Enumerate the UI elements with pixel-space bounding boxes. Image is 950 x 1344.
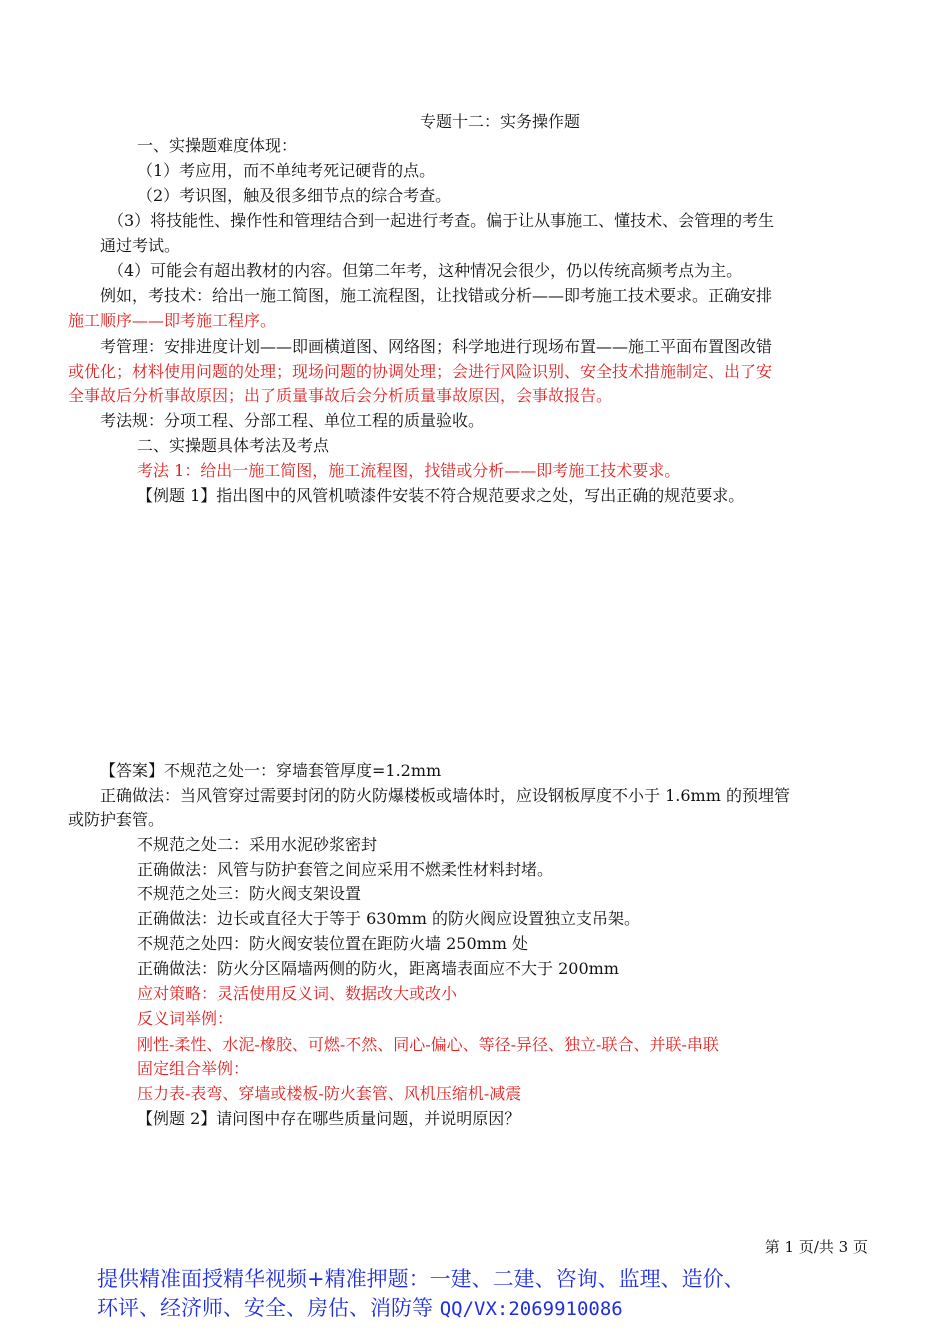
point-3-line-1: （3）将技能性、操作性和管理结合到一起进行考查。偏于让从事施工、懂技术、会管理的考生 <box>108 211 775 230</box>
antonym-list: 刚性-柔性、水泥-橡胶、可燃-不然、同心-偏心、等径-异径、独立-联合、并联-串联 <box>137 1035 719 1054</box>
mgmt-line-1: 考管理：安排进度计划——即画横道图、网络图；科学地进行现场布置——施工平面布置图改错 <box>100 337 773 356</box>
tech-line-1: 例如，考技术：给出一施工简图，施工流程图，让找错或分析——即考施工技术要求。正确安排 <box>100 286 773 305</box>
strategy: 应对策略：灵活使用反义词、数据改大或改小 <box>137 984 458 1003</box>
answer-fix-1-line-1: 正确做法：当风管穿过需要封闭的防火防爆楼板或墙体时，应设钢板厚度不小于 1.6mm 的预埋管 <box>100 786 790 805</box>
ad-contact: QQ/VX:2069910086 <box>439 1298 623 1320</box>
ad-line-2-text: 环评、经济师、安全、房估、消防等 <box>97 1296 440 1320</box>
point-2: （2）考识图，触及很多细节点的综合考查。 <box>137 186 452 205</box>
answer-fix-1-line-2: 或防护套管。 <box>68 810 165 829</box>
law-line: 考法规：分项工程、分部工程、单位工程的质量验收。 <box>100 411 485 430</box>
fix-4: 正确做法：防火分区隔墙两侧的防火，距离墙表面应不大于 200mm <box>137 959 619 978</box>
point-1: （1）考应用，而不单纯考死记硬背的点。 <box>137 161 436 180</box>
section1-heading: 一、实操题难度体现： <box>137 136 298 155</box>
method-1: 考法 1：给出一施工简图，施工流程图，找错或分析——即考施工技术要求。 <box>137 461 681 480</box>
mgmt-line-3: 全事故后分析事故原因；出了质量事故后会分析质量事故原因，会事故报告。 <box>68 386 613 405</box>
combo-heading: 固定组合举例： <box>137 1059 250 1078</box>
issue-2: 不规范之处二：采用水泥砂浆密封 <box>137 835 378 854</box>
issue-3: 不规范之处三：防火阀支架设置 <box>137 884 362 903</box>
ad-line-1: 提供精准面授精华视频+精准押题：一建、二建、咨询、监理、造价、 <box>97 1267 745 1291</box>
ad-line-2 <box>97 1294 623 1323</box>
combo-list: 压力表-表弯、穿墙或楼板-防火套管、风机压缩机-减震 <box>137 1084 522 1103</box>
fix-2: 正确做法：风管与防护套管之间应采用不燃柔性材料封堵。 <box>137 860 554 879</box>
answer-head: 【答案】不规范之处一：穿墙套管厚度=1.2mm <box>100 761 442 780</box>
document-title: 专题十二：实务操作题 <box>419 112 580 131</box>
page-number: 第 1 页/共 3 页 <box>764 1238 868 1256</box>
fix-3: 正确做法：边长或直径大于等于 630mm 的防火阀应设置独立支吊架。 <box>137 909 641 928</box>
example-1: 【例题 1】指出图中的风管机喷漆件安装不符合规范要求之处，写出正确的规范要求。 <box>137 486 745 505</box>
example-2: 【例题 2】请问图中存在哪些质量问题，并说明原因？ <box>137 1109 521 1128</box>
tech-line-2: 施工顺序——即考施工程序。 <box>68 311 277 330</box>
issue-4: 不规范之处四：防火阀安装位置在距防火墙 250mm 处 <box>137 934 529 953</box>
point-4: （4）可能会有超出教材的内容。但第二年考，这种情况会很少，仍以传统高频考点为主。 <box>108 261 743 280</box>
antonym-heading: 反义词举例： <box>137 1009 234 1028</box>
point-3-line-2: 通过考试。 <box>100 236 181 255</box>
mgmt-line-2: 或优化；材料使用问题的处理；现场问题的协调处理；会进行风险识别、安全技术措施制定、出了安 <box>68 362 773 381</box>
section2-heading: 二、实操题具体考法及考点 <box>137 436 330 455</box>
